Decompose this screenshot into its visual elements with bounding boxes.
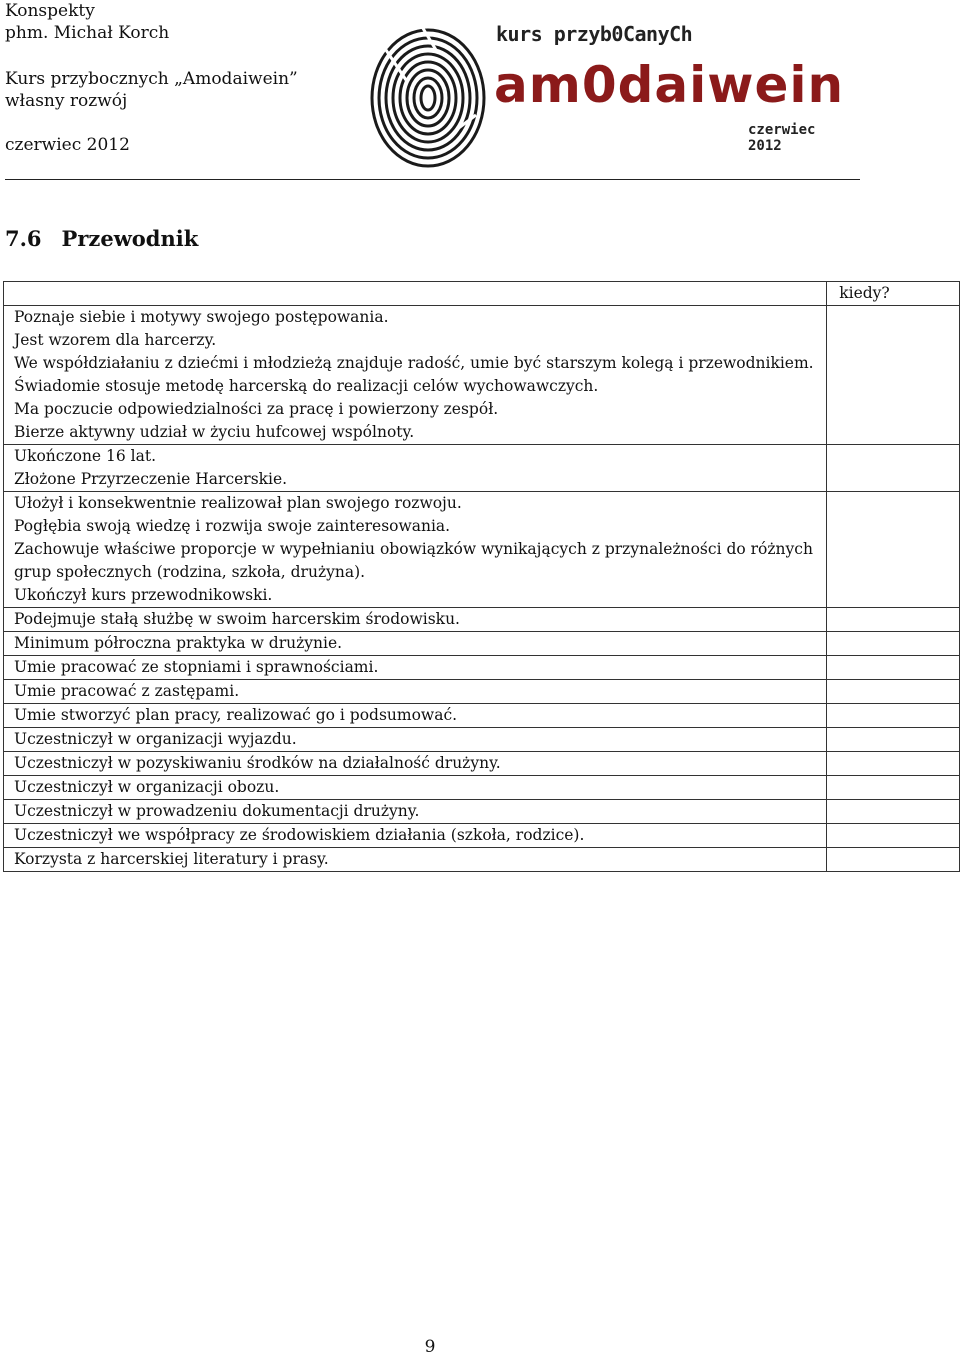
requirement-cell <box>4 752 827 776</box>
requirement-item: Złożone Przyrzeczenie Harcerskie. <box>14 470 288 488</box>
when-cell[interactable] <box>827 445 960 492</box>
table-row <box>4 445 960 492</box>
doc-title: Konspekty <box>5 1 95 21</box>
requirement-cell <box>4 306 827 445</box>
requirement-item: Świadomie stosuje metodę harcerską do realizacji celów wychowawczych. <box>14 377 599 395</box>
logo-big-text: am0daiwein <box>494 56 845 114</box>
table-row <box>4 848 960 872</box>
requirement-item: Uczestniczył w organizacji wyjazdu. <box>14 730 297 748</box>
requirement-item: Podejmuje stałą służbę w swoim harcerskim środowisku. <box>14 610 460 628</box>
requirement-cell <box>4 680 827 704</box>
requirement-cell <box>4 776 827 800</box>
requirement-item: Uczestniczył we współpracy ze środowiskiem działania (szkoła, rodzice). <box>14 826 585 844</box>
logo-date: czerwiec 2012 <box>748 122 816 154</box>
table-row <box>4 656 960 680</box>
requirements-body <box>4 282 960 872</box>
table-row <box>4 306 960 445</box>
when-cell[interactable] <box>827 632 960 656</box>
requirement-cell <box>4 656 827 680</box>
requirement-cell <box>4 445 827 492</box>
running-header <box>5 0 298 156</box>
when-cell[interactable] <box>827 728 960 752</box>
requirement-cell <box>4 608 827 632</box>
page-number: 9 <box>424 1337 436 1357</box>
when-cell[interactable] <box>827 656 960 680</box>
requirements-table <box>3 281 960 872</box>
table-row <box>4 608 960 632</box>
requirement-item: Ma poczucie odpowiedzialności za pracę i powierzony zespół. <box>14 400 499 418</box>
table-row <box>4 728 960 752</box>
requirement-item: Zachowuje właściwe proporcje w wypełnianiu obowiązków wynikających z przynależności do różnych grup społecznych (rodzina, szkoła, drużyna). <box>14 540 813 581</box>
requirement-item: Korzysta z harcerskiej literatury i prasy. <box>14 850 329 868</box>
when-cell[interactable] <box>827 824 960 848</box>
when-cell[interactable] <box>827 492 960 608</box>
requirement-item: Bierze aktywny udział w życiu hufcowej wspólnoty. <box>14 423 415 441</box>
requirement-item: Umie pracować z zastępami. <box>14 682 240 700</box>
when-cell[interactable] <box>827 752 960 776</box>
when-cell[interactable] <box>827 776 960 800</box>
requirement-cell <box>4 800 827 824</box>
requirement-cell <box>4 632 827 656</box>
requirement-cell <box>4 492 827 608</box>
requirement-item: Ukończone 16 lat. <box>14 447 157 465</box>
fingerprint-icon <box>366 20 491 170</box>
header-cell-empty <box>4 282 827 306</box>
course-title: Kurs przybocznych „Amodaiwein” <box>5 69 298 89</box>
section-title: Przewodnik <box>61 226 199 251</box>
course-logo <box>366 12 856 170</box>
when-cell[interactable] <box>827 848 960 872</box>
section-heading <box>5 226 198 251</box>
table-row <box>4 752 960 776</box>
requirement-cell <box>4 848 827 872</box>
requirement-item: Umie pracować ze stopniami i sprawnościami. <box>14 658 379 676</box>
when-cell[interactable] <box>827 680 960 704</box>
table-row <box>4 492 960 608</box>
when-cell[interactable] <box>827 800 960 824</box>
header-date: czerwiec 2012 <box>5 135 130 155</box>
logo-small-text: kurs przyb0CanyCh <box>496 22 693 46</box>
table-row <box>4 800 960 824</box>
requirement-item: Pogłębia swoją wiedzę i rozwija swoje zainteresowania. <box>14 517 451 535</box>
requirement-item: Umie stworzyć plan pracy, realizować go i podsumować. <box>14 706 458 724</box>
section-number: 7.6 <box>5 226 42 251</box>
table-row <box>4 680 960 704</box>
when-cell[interactable] <box>827 608 960 632</box>
requirement-cell <box>4 728 827 752</box>
when-cell[interactable] <box>827 306 960 445</box>
requirement-item: Uczestniczył w pozyskiwaniu środków na działalność drużyny. <box>14 754 501 772</box>
table-row <box>4 824 960 848</box>
table-header-row <box>4 282 960 306</box>
table-row <box>4 776 960 800</box>
table-row <box>4 632 960 656</box>
requirement-item: Uczestniczył w prowadzeniu dokumentacji drużyny. <box>14 802 420 820</box>
requirement-item: Uczestniczył w organizacji obozu. <box>14 778 280 796</box>
header-rule <box>5 179 860 180</box>
requirement-cell <box>4 824 827 848</box>
requirement-item: We współdziałaniu z dziećmi i młodzieżą znajduje radość, umie być starszym kolegą i przewodnikiem. <box>14 354 814 372</box>
requirement-cell <box>4 704 827 728</box>
author: phm. Michał Korch <box>5 23 170 43</box>
requirement-item: Poznaje siebie i motywy swojego postępowania. <box>14 308 389 326</box>
header-cell-when: kiedy? <box>827 282 960 306</box>
topic: własny rozwój <box>5 91 128 111</box>
requirement-item: Ukończył kurs przewodnikowski. <box>14 586 273 604</box>
when-cell[interactable] <box>827 704 960 728</box>
requirement-item: Jest wzorem dla harcerzy. <box>14 331 217 349</box>
table-row <box>4 704 960 728</box>
requirement-item: Ułożył i konsekwentnie realizował plan swojego rozwoju. <box>14 494 462 512</box>
requirement-item: Minimum półroczna praktyka w drużynie. <box>14 634 343 652</box>
